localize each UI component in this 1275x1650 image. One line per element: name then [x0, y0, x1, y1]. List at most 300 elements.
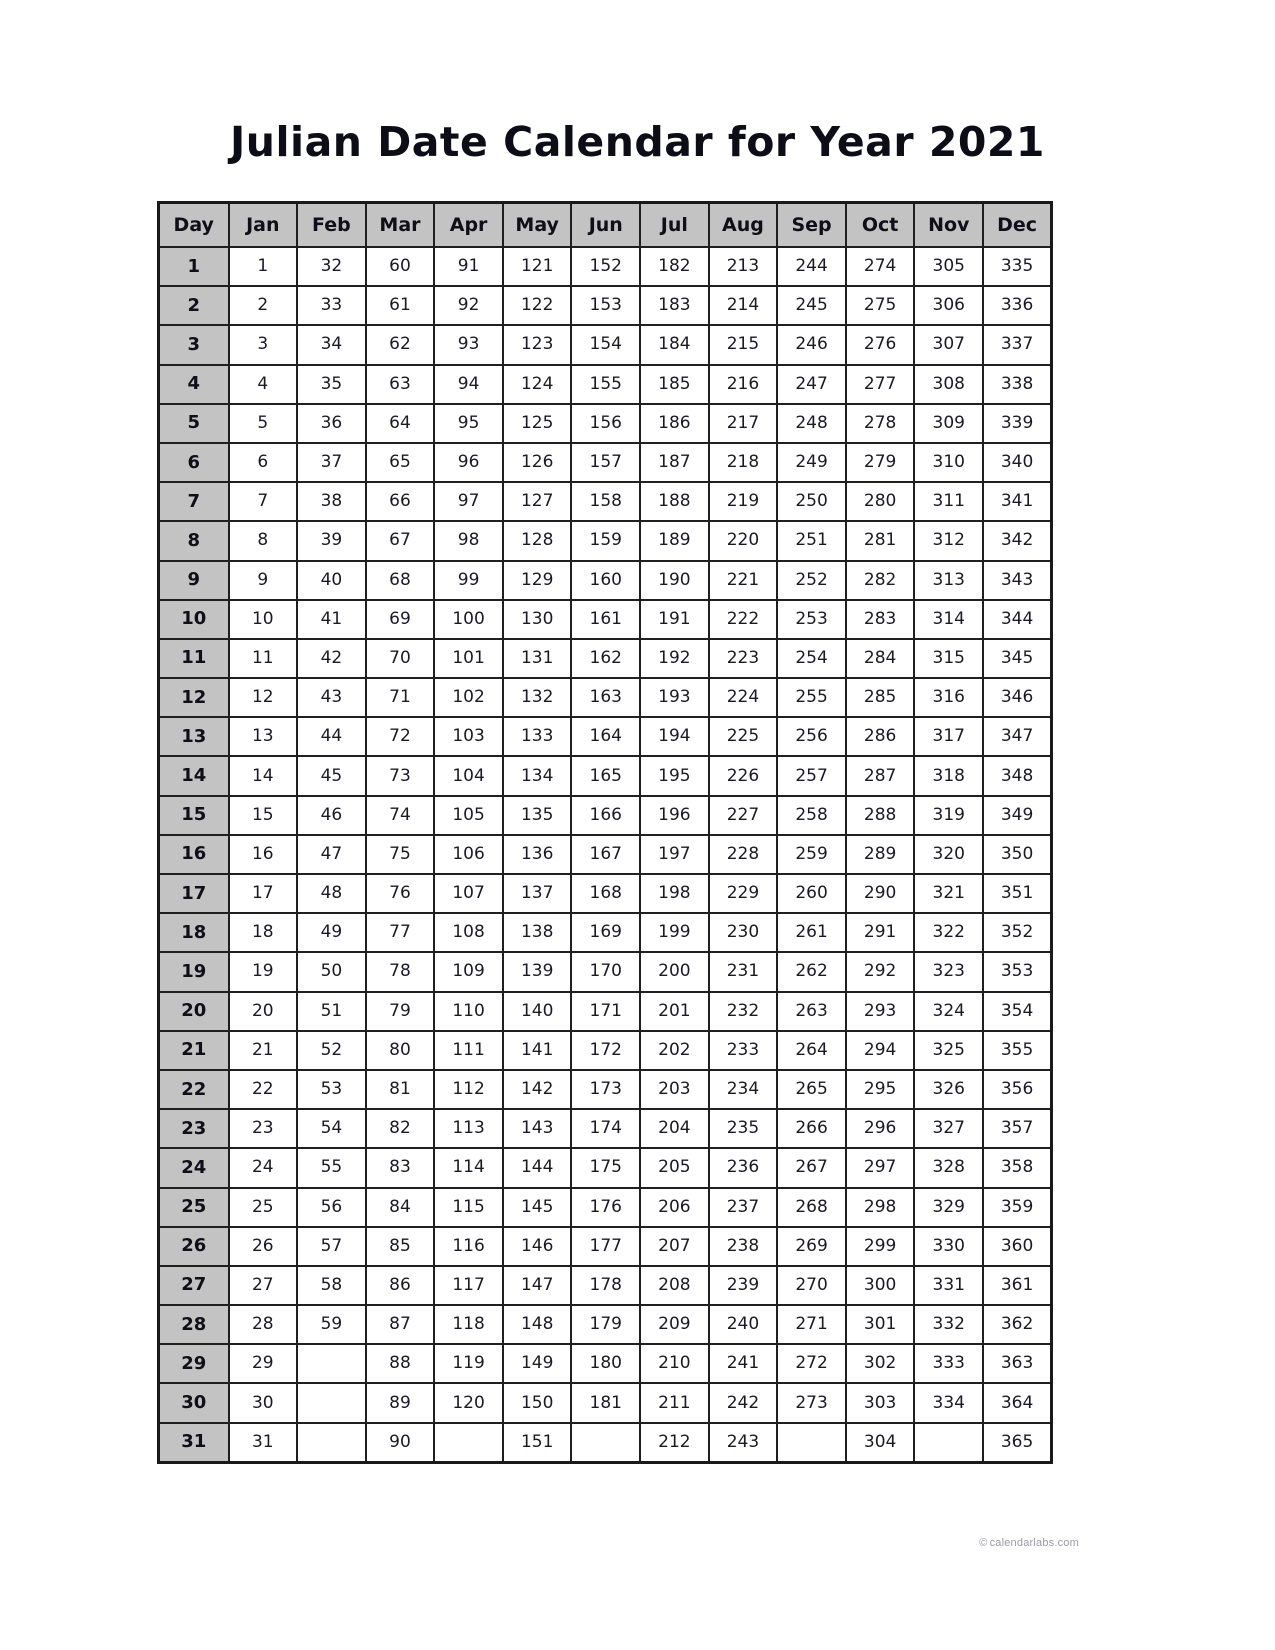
julian-day-cell: 108 — [434, 913, 503, 952]
column-header-jan: Jan — [229, 203, 298, 248]
julian-calendar-container — [157, 201, 1050, 1464]
julian-day-cell: 2 — [229, 286, 298, 325]
julian-day-cell: 80 — [366, 1031, 435, 1070]
julian-day-cell: 29 — [229, 1344, 298, 1383]
table-row — [159, 678, 1052, 717]
julian-day-cell: 345 — [983, 639, 1052, 678]
julian-day-cell: 71 — [366, 678, 435, 717]
julian-day-cell: 229 — [709, 874, 778, 913]
julian-day-cell: 221 — [709, 561, 778, 600]
julian-day-cell: 210 — [640, 1344, 709, 1383]
julian-day-cell: 27 — [229, 1266, 298, 1305]
julian-day-cell: 198 — [640, 874, 709, 913]
day-number-cell: 7 — [159, 482, 229, 521]
julian-day-cell: 318 — [914, 756, 983, 795]
julian-day-cell: 205 — [640, 1148, 709, 1187]
julian-day-cell: 249 — [777, 443, 846, 482]
julian-day-cell: 68 — [366, 561, 435, 600]
column-header-feb: Feb — [297, 203, 366, 248]
julian-day-cell: 289 — [846, 835, 915, 874]
julian-day-cell: 340 — [983, 443, 1052, 482]
day-number-cell: 6 — [159, 443, 229, 482]
julian-day-cell: 141 — [503, 1031, 572, 1070]
julian-day-cell: 335 — [983, 247, 1052, 286]
julian-day-cell: 173 — [571, 1070, 640, 1109]
julian-day-cell: 274 — [846, 247, 915, 286]
julian-day-cell: 77 — [366, 913, 435, 952]
julian-day-cell: 220 — [709, 521, 778, 560]
julian-day-cell: 245 — [777, 286, 846, 325]
julian-day-cell: 211 — [640, 1383, 709, 1422]
day-number-cell: 18 — [159, 913, 229, 952]
day-number-cell: 17 — [159, 874, 229, 913]
column-header-day: Day — [159, 203, 229, 248]
julian-day-cell: 223 — [709, 639, 778, 678]
julian-day-cell: 297 — [846, 1148, 915, 1187]
julian-day-cell — [914, 1423, 983, 1463]
julian-day-cell: 103 — [434, 717, 503, 756]
julian-day-cell: 196 — [640, 796, 709, 835]
julian-day-cell: 48 — [297, 874, 366, 913]
julian-day-cell: 82 — [366, 1109, 435, 1148]
julian-day-cell — [297, 1344, 366, 1383]
julian-day-cell: 19 — [229, 952, 298, 991]
julian-day-cell: 311 — [914, 482, 983, 521]
julian-day-cell: 258 — [777, 796, 846, 835]
julian-day-cell: 104 — [434, 756, 503, 795]
julian-day-cell: 101 — [434, 639, 503, 678]
julian-day-cell: 134 — [503, 756, 572, 795]
julian-day-cell: 90 — [366, 1423, 435, 1463]
julian-day-cell: 185 — [640, 365, 709, 404]
table-row — [159, 1383, 1052, 1422]
julian-day-cell: 118 — [434, 1305, 503, 1344]
julian-day-cell: 225 — [709, 717, 778, 756]
julian-day-cell: 187 — [640, 443, 709, 482]
table-row — [159, 521, 1052, 560]
julian-day-cell: 300 — [846, 1266, 915, 1305]
julian-day-cell: 72 — [366, 717, 435, 756]
julian-day-cell: 87 — [366, 1305, 435, 1344]
julian-day-cell: 46 — [297, 796, 366, 835]
julian-day-cell: 317 — [914, 717, 983, 756]
julian-day-cell: 135 — [503, 796, 572, 835]
julian-day-cell: 341 — [983, 482, 1052, 521]
julian-day-cell: 49 — [297, 913, 366, 952]
julian-day-cell: 232 — [709, 992, 778, 1031]
table-row — [159, 1266, 1052, 1305]
table-row — [159, 247, 1052, 286]
julian-day-cell: 4 — [229, 365, 298, 404]
julian-day-cell: 146 — [503, 1227, 572, 1266]
julian-day-cell: 237 — [709, 1188, 778, 1227]
julian-day-cell: 125 — [503, 404, 572, 443]
julian-day-cell: 67 — [366, 521, 435, 560]
day-number-cell: 29 — [159, 1344, 229, 1383]
julian-day-cell: 262 — [777, 952, 846, 991]
julian-day-cell: 305 — [914, 247, 983, 286]
table-row — [159, 1070, 1052, 1109]
table-row — [159, 1188, 1052, 1227]
julian-day-cell: 96 — [434, 443, 503, 482]
day-number-cell: 27 — [159, 1266, 229, 1305]
header-row — [159, 203, 1052, 248]
julian-day-cell — [777, 1423, 846, 1463]
day-number-cell: 5 — [159, 404, 229, 443]
julian-day-cell: 33 — [297, 286, 366, 325]
julian-day-cell: 282 — [846, 561, 915, 600]
julian-day-cell: 233 — [709, 1031, 778, 1070]
julian-day-cell: 278 — [846, 404, 915, 443]
julian-day-cell: 286 — [846, 717, 915, 756]
julian-day-cell: 346 — [983, 678, 1052, 717]
julian-day-cell: 133 — [503, 717, 572, 756]
julian-day-cell: 188 — [640, 482, 709, 521]
julian-day-cell: 12 — [229, 678, 298, 717]
julian-day-cell: 79 — [366, 992, 435, 1031]
julian-day-cell: 351 — [983, 874, 1052, 913]
julian-day-cell: 83 — [366, 1148, 435, 1187]
julian-day-cell: 347 — [983, 717, 1052, 756]
day-number-cell: 2 — [159, 286, 229, 325]
julian-day-cell: 177 — [571, 1227, 640, 1266]
table-row — [159, 1031, 1052, 1070]
julian-day-cell: 106 — [434, 835, 503, 874]
julian-day-cell: 5 — [229, 404, 298, 443]
julian-day-cell: 192 — [640, 639, 709, 678]
julian-day-cell: 97 — [434, 482, 503, 521]
julian-day-cell: 119 — [434, 1344, 503, 1383]
julian-day-cell: 293 — [846, 992, 915, 1031]
julian-day-cell: 159 — [571, 521, 640, 560]
julian-day-cell: 272 — [777, 1344, 846, 1383]
julian-day-cell: 270 — [777, 1266, 846, 1305]
julian-day-cell: 358 — [983, 1148, 1052, 1187]
julian-day-cell: 291 — [846, 913, 915, 952]
table-row — [159, 286, 1052, 325]
julian-day-cell: 130 — [503, 600, 572, 639]
julian-day-cell: 132 — [503, 678, 572, 717]
julian-day-cell: 283 — [846, 600, 915, 639]
column-header-jul: Jul — [640, 203, 709, 248]
day-number-cell: 25 — [159, 1188, 229, 1227]
julian-day-cell: 39 — [297, 521, 366, 560]
column-header-mar: Mar — [366, 203, 435, 248]
julian-day-cell: 298 — [846, 1188, 915, 1227]
julian-day-cell: 149 — [503, 1344, 572, 1383]
julian-day-cell: 202 — [640, 1031, 709, 1070]
julian-day-cell: 204 — [640, 1109, 709, 1148]
julian-day-cell: 193 — [640, 678, 709, 717]
julian-day-cell: 25 — [229, 1188, 298, 1227]
julian-day-cell: 333 — [914, 1344, 983, 1383]
julian-day-cell: 23 — [229, 1109, 298, 1148]
julian-day-cell: 167 — [571, 835, 640, 874]
julian-day-cell: 308 — [914, 365, 983, 404]
julian-day-cell: 279 — [846, 443, 915, 482]
julian-day-cell: 265 — [777, 1070, 846, 1109]
julian-day-cell: 22 — [229, 1070, 298, 1109]
julian-day-cell: 242 — [709, 1383, 778, 1422]
julian-day-cell: 275 — [846, 286, 915, 325]
julian-day-cell: 219 — [709, 482, 778, 521]
table-row — [159, 639, 1052, 678]
julian-day-cell: 111 — [434, 1031, 503, 1070]
julian-day-cell: 114 — [434, 1148, 503, 1187]
julian-day-cell: 64 — [366, 404, 435, 443]
julian-day-cell: 285 — [846, 678, 915, 717]
julian-day-cell: 63 — [366, 365, 435, 404]
julian-day-cell: 34 — [297, 325, 366, 364]
julian-day-cell: 222 — [709, 600, 778, 639]
julian-day-cell — [297, 1383, 366, 1422]
julian-day-cell: 91 — [434, 247, 503, 286]
julian-day-cell: 120 — [434, 1383, 503, 1422]
julian-day-cell: 355 — [983, 1031, 1052, 1070]
day-number-cell: 8 — [159, 521, 229, 560]
julian-day-cell: 224 — [709, 678, 778, 717]
julian-day-cell: 280 — [846, 482, 915, 521]
julian-day-cell: 138 — [503, 913, 572, 952]
julian-day-cell: 324 — [914, 992, 983, 1031]
julian-day-cell: 226 — [709, 756, 778, 795]
julian-day-cell: 107 — [434, 874, 503, 913]
julian-day-cell: 294 — [846, 1031, 915, 1070]
julian-day-cell: 227 — [709, 796, 778, 835]
julian-day-cell: 296 — [846, 1109, 915, 1148]
column-header-oct: Oct — [846, 203, 915, 248]
julian-day-cell: 197 — [640, 835, 709, 874]
julian-day-cell: 206 — [640, 1188, 709, 1227]
table-row — [159, 913, 1052, 952]
julian-day-cell: 37 — [297, 443, 366, 482]
julian-day-cell: 253 — [777, 600, 846, 639]
julian-day-cell: 89 — [366, 1383, 435, 1422]
julian-day-cell: 110 — [434, 992, 503, 1031]
julian-day-cell: 254 — [777, 639, 846, 678]
julian-day-cell: 13 — [229, 717, 298, 756]
julian-day-cell: 361 — [983, 1266, 1052, 1305]
julian-day-cell: 75 — [366, 835, 435, 874]
column-header-nov: Nov — [914, 203, 983, 248]
julian-day-cell: 200 — [640, 952, 709, 991]
day-number-cell: 26 — [159, 1227, 229, 1266]
julian-day-cell: 92 — [434, 286, 503, 325]
julian-day-cell: 102 — [434, 678, 503, 717]
julian-day-cell: 168 — [571, 874, 640, 913]
julian-day-cell: 256 — [777, 717, 846, 756]
julian-day-cell: 304 — [846, 1423, 915, 1463]
julian-day-cell: 100 — [434, 600, 503, 639]
julian-day-cell: 281 — [846, 521, 915, 560]
julian-day-cell: 260 — [777, 874, 846, 913]
julian-day-cell: 9 — [229, 561, 298, 600]
julian-day-cell: 136 — [503, 835, 572, 874]
julian-day-cell: 116 — [434, 1227, 503, 1266]
table-header — [159, 203, 1052, 248]
julian-day-cell: 86 — [366, 1266, 435, 1305]
julian-day-cell: 59 — [297, 1305, 366, 1344]
julian-day-cell: 8 — [229, 521, 298, 560]
julian-day-cell: 201 — [640, 992, 709, 1031]
julian-day-cell: 147 — [503, 1266, 572, 1305]
table-row — [159, 1423, 1052, 1463]
julian-day-cell: 36 — [297, 404, 366, 443]
julian-day-cell: 109 — [434, 952, 503, 991]
julian-day-cell: 53 — [297, 1070, 366, 1109]
table-row — [159, 443, 1052, 482]
julian-day-cell: 203 — [640, 1070, 709, 1109]
julian-day-cell: 162 — [571, 639, 640, 678]
table-row — [159, 756, 1052, 795]
julian-day-cell: 154 — [571, 325, 640, 364]
julian-day-cell: 95 — [434, 404, 503, 443]
footer-credit — [979, 1537, 1079, 1549]
julian-day-cell: 52 — [297, 1031, 366, 1070]
julian-day-cell: 20 — [229, 992, 298, 1031]
julian-day-cell: 155 — [571, 365, 640, 404]
julian-day-cell: 267 — [777, 1148, 846, 1187]
table-row — [159, 404, 1052, 443]
julian-day-cell: 236 — [709, 1148, 778, 1187]
julian-day-cell: 14 — [229, 756, 298, 795]
julian-day-cell: 24 — [229, 1148, 298, 1187]
day-number-cell: 28 — [159, 1305, 229, 1344]
julian-day-cell: 7 — [229, 482, 298, 521]
julian-day-cell: 217 — [709, 404, 778, 443]
julian-day-cell: 42 — [297, 639, 366, 678]
julian-day-cell: 117 — [434, 1266, 503, 1305]
julian-day-cell: 292 — [846, 952, 915, 991]
julian-day-cell: 284 — [846, 639, 915, 678]
day-number-cell: 13 — [159, 717, 229, 756]
julian-day-cell: 252 — [777, 561, 846, 600]
julian-day-cell: 257 — [777, 756, 846, 795]
julian-day-cell: 261 — [777, 913, 846, 952]
julian-day-cell: 179 — [571, 1305, 640, 1344]
julian-day-cell: 357 — [983, 1109, 1052, 1148]
column-header-sep: Sep — [777, 203, 846, 248]
julian-day-cell: 352 — [983, 913, 1052, 952]
julian-day-cell: 350 — [983, 835, 1052, 874]
julian-day-cell: 194 — [640, 717, 709, 756]
day-number-cell: 10 — [159, 600, 229, 639]
julian-day-cell: 327 — [914, 1109, 983, 1148]
julian-day-cell: 307 — [914, 325, 983, 364]
table-row — [159, 992, 1052, 1031]
table-row — [159, 1148, 1052, 1187]
julian-day-cell: 126 — [503, 443, 572, 482]
julian-day-cell: 10 — [229, 600, 298, 639]
julian-day-cell: 6 — [229, 443, 298, 482]
table-row — [159, 1227, 1052, 1266]
julian-day-cell: 190 — [640, 561, 709, 600]
julian-day-cell: 332 — [914, 1305, 983, 1344]
julian-day-cell: 181 — [571, 1383, 640, 1422]
julian-day-cell: 47 — [297, 835, 366, 874]
julian-day-cell: 271 — [777, 1305, 846, 1344]
julian-day-cell: 41 — [297, 600, 366, 639]
julian-day-cell: 161 — [571, 600, 640, 639]
julian-day-cell: 182 — [640, 247, 709, 286]
julian-day-cell: 320 — [914, 835, 983, 874]
julian-day-cell: 290 — [846, 874, 915, 913]
julian-day-cell: 356 — [983, 1070, 1052, 1109]
julian-day-cell: 178 — [571, 1266, 640, 1305]
julian-day-cell: 127 — [503, 482, 572, 521]
julian-day-cell: 142 — [503, 1070, 572, 1109]
julian-day-cell: 334 — [914, 1383, 983, 1422]
julian-day-cell: 18 — [229, 913, 298, 952]
julian-day-cell: 40 — [297, 561, 366, 600]
julian-day-cell: 81 — [366, 1070, 435, 1109]
julian-day-cell: 273 — [777, 1383, 846, 1422]
julian-day-cell: 99 — [434, 561, 503, 600]
julian-day-cell: 35 — [297, 365, 366, 404]
julian-day-cell: 359 — [983, 1188, 1052, 1227]
julian-day-cell: 235 — [709, 1109, 778, 1148]
julian-day-cell: 180 — [571, 1344, 640, 1383]
julian-day-cell: 31 — [229, 1423, 298, 1463]
julian-day-cell: 212 — [640, 1423, 709, 1463]
julian-day-cell: 163 — [571, 678, 640, 717]
footer-credit-label: calendarlabs.com — [989, 1537, 1079, 1549]
julian-day-cell: 263 — [777, 992, 846, 1031]
julian-day-cell: 306 — [914, 286, 983, 325]
julian-day-cell: 45 — [297, 756, 366, 795]
julian-day-cell: 255 — [777, 678, 846, 717]
julian-day-cell: 354 — [983, 992, 1052, 1031]
column-header-aug: Aug — [709, 203, 778, 248]
julian-day-cell: 43 — [297, 678, 366, 717]
julian-day-cell: 218 — [709, 443, 778, 482]
julian-day-cell: 176 — [571, 1188, 640, 1227]
julian-day-cell: 287 — [846, 756, 915, 795]
julian-day-cell: 299 — [846, 1227, 915, 1266]
julian-day-cell: 246 — [777, 325, 846, 364]
julian-day-cell — [571, 1423, 640, 1463]
julian-day-cell: 93 — [434, 325, 503, 364]
julian-day-cell: 243 — [709, 1423, 778, 1463]
julian-day-cell: 342 — [983, 521, 1052, 560]
julian-day-cell: 321 — [914, 874, 983, 913]
julian-day-cell: 310 — [914, 443, 983, 482]
table-row — [159, 1344, 1052, 1383]
table-body — [159, 247, 1052, 1462]
julian-day-cell: 208 — [640, 1266, 709, 1305]
julian-day-cell: 165 — [571, 756, 640, 795]
julian-day-cell: 15 — [229, 796, 298, 835]
page-title: Julian Date Calendar for Year 2021 — [230, 118, 1045, 166]
day-number-cell: 14 — [159, 756, 229, 795]
table-row — [159, 561, 1052, 600]
julian-day-cell: 312 — [914, 521, 983, 560]
julian-day-cell: 302 — [846, 1344, 915, 1383]
julian-day-cell: 164 — [571, 717, 640, 756]
julian-day-cell: 143 — [503, 1109, 572, 1148]
day-number-cell: 23 — [159, 1109, 229, 1148]
julian-day-cell: 65 — [366, 443, 435, 482]
julian-day-cell: 248 — [777, 404, 846, 443]
julian-day-cell: 288 — [846, 796, 915, 835]
julian-day-cell: 129 — [503, 561, 572, 600]
julian-day-cell: 184 — [640, 325, 709, 364]
julian-day-cell: 123 — [503, 325, 572, 364]
day-number-cell: 16 — [159, 835, 229, 874]
julian-day-cell: 175 — [571, 1148, 640, 1187]
julian-day-cell: 131 — [503, 639, 572, 678]
julian-day-cell: 112 — [434, 1070, 503, 1109]
